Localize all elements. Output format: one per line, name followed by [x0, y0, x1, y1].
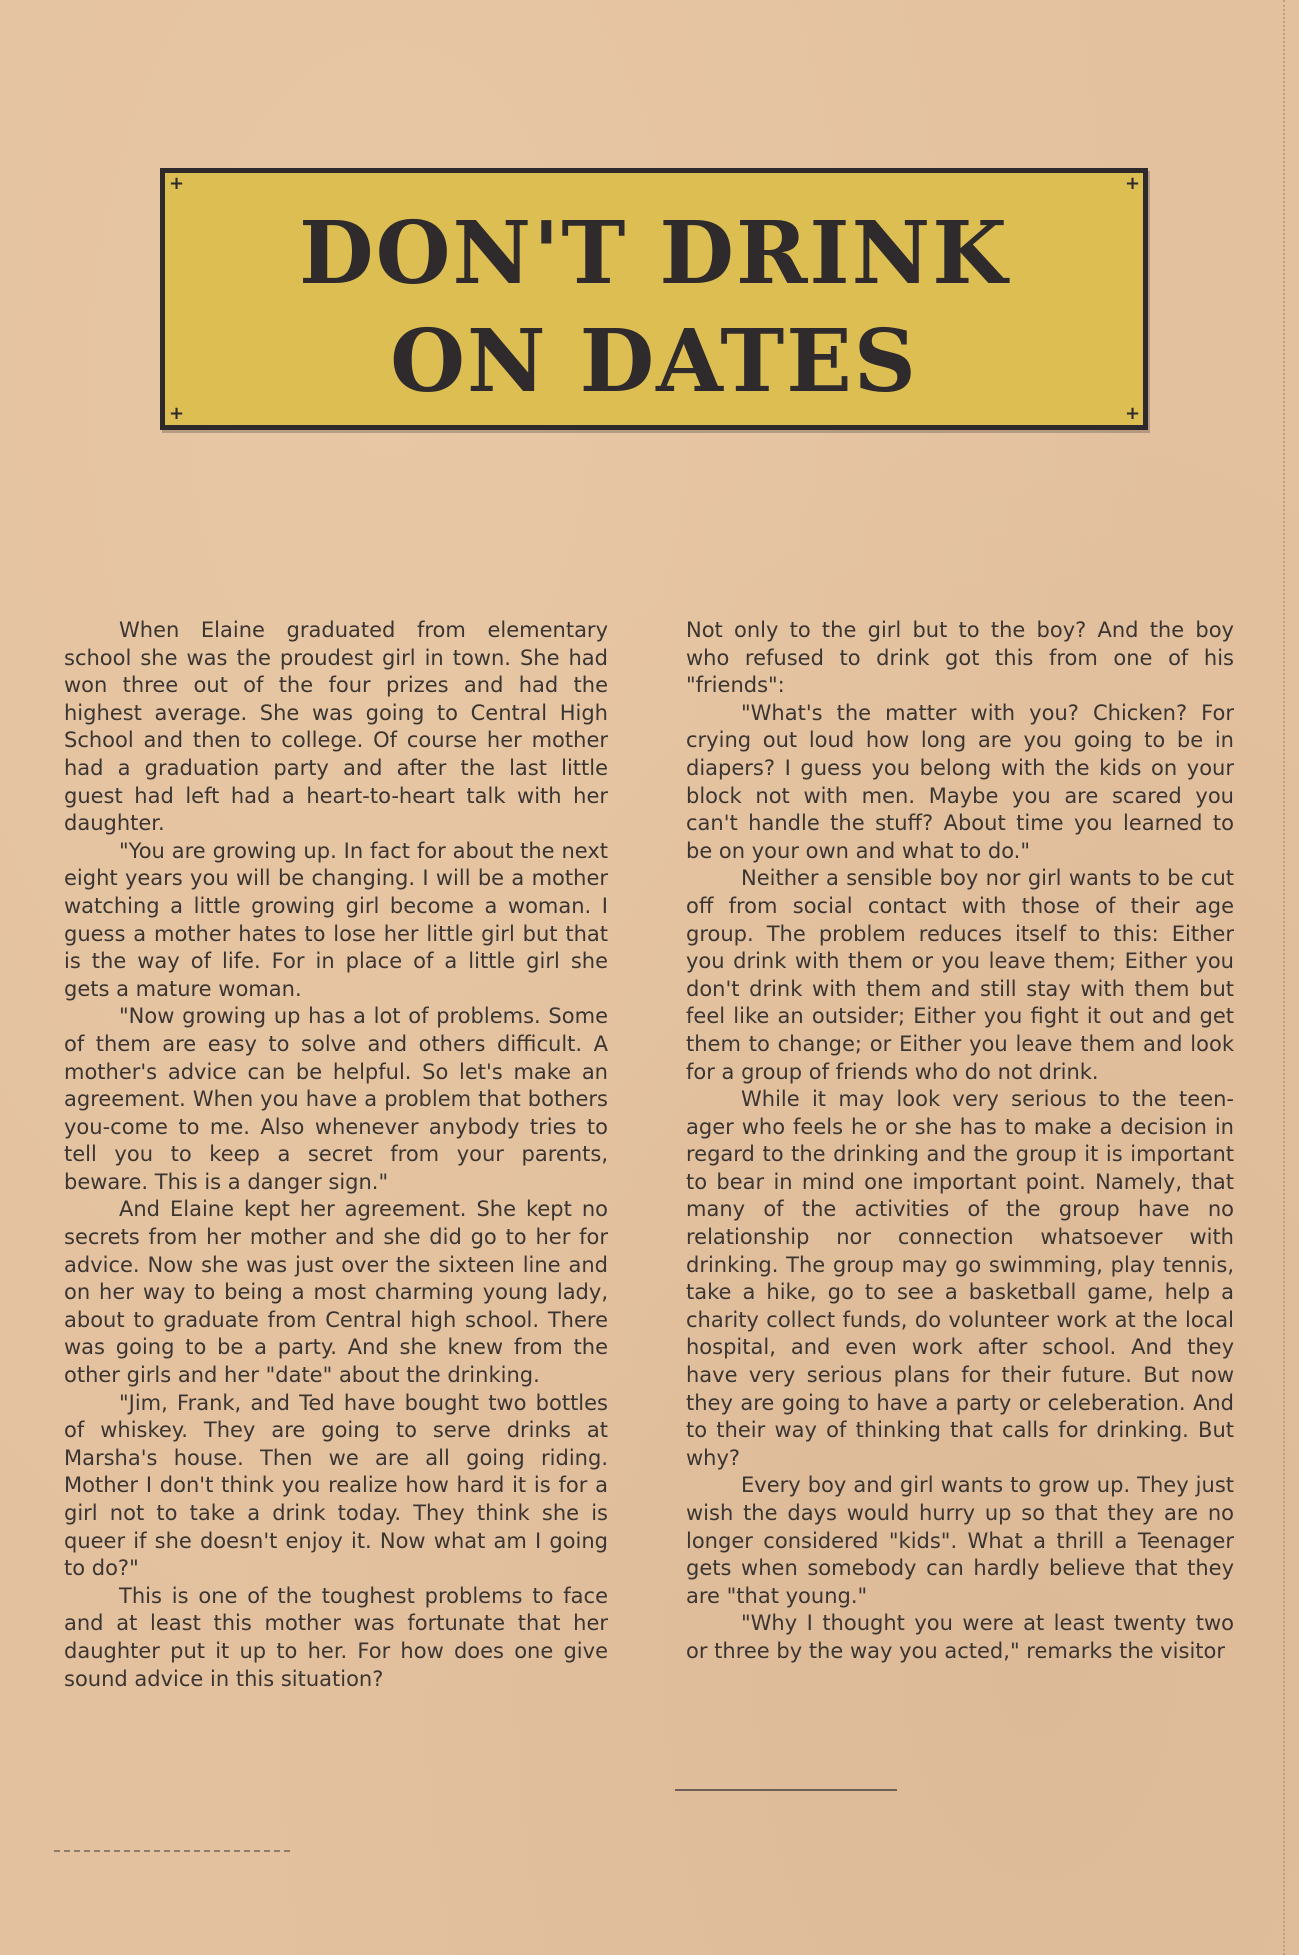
- article-left-column: [64, 617, 608, 1693]
- title-line-1: DON'T DRINK: [299, 203, 1009, 304]
- paragraph: And Elaine kept her agreement. She kept no secrets from her mother and she did go to her for advice. Now she was just over the sixteen line and on her way to being a most charming young lady, about to graduate from Central high school. There was going to be a party. And she knew from the other girls and her "date" about the drinking.: [64, 1197, 608, 1388]
- article-right-column: [686, 617, 1234, 1666]
- paragraph: This is one of the toughest problems to face and at least this mother was fortunate that her daughter put it up to her. For how does one give sound advice in this situation?: [64, 1583, 608, 1691]
- paragraph: "Jim, Frank, and Ted have bought two bottles of whiskey. They are going to serve drinks at Marsha's house. Then we are all going riding. Mother I don't think you realize how hard it is for a girl not to take a drink today. They think she is queer if she doesn't enjoy it. Now what am I going to do?": [64, 1390, 608, 1581]
- corner-plus-icon: +: [1125, 403, 1141, 424]
- corner-plus-icon: +: [169, 403, 185, 424]
- corner-plus-icon: +: [169, 173, 185, 194]
- title-box: [160, 168, 1148, 430]
- page-edge: [1283, 0, 1299, 1955]
- corner-plus-icon: +: [1125, 173, 1141, 194]
- paragraph: Not only to the girl but to the boy? And the boy who refused to drink got this from one of his "friends":: [686, 618, 1234, 698]
- paragraph: "Now growing up has a lot of problems. Some of them are easy to solve and others difficult. A mother's advice can be helpful. So let's make an agreement. When you have a problem that bothers you-come to me. Also whenever anybody tries to tell you to keep a secret from your parents, beware. This is a danger sign.": [64, 1004, 608, 1194]
- paragraph: Every boy and girl wants to grow up. They just wish the days would hurry up so that they are no longer considered "kids". What a thrill a Teenager gets when somebody can hardly believe that they are "that young.": [686, 1473, 1234, 1608]
- paragraph: "Why I thought you were at least twenty two or three by the way you acted," remarks the visitor: [686, 1611, 1234, 1663]
- paragraph: When Elaine graduated from elementary school she was the proudest girl in town. She had won three out of the four prizes and had the highest average. She was going to Central High School and then to college. Of course her mother had a graduation party and after the last little guest had left had a heart-to-heart talk with her daughter.: [64, 618, 608, 836]
- title-line-2: ON DATES: [390, 311, 918, 412]
- paragraph: While it may look very serious to the teen-ager who feels he or she has to make a decision in regard to the drinking and the group it is important to bear in mind one important point. Namely, that many of the activities of the group have no relationship nor connection whatsoever with drinking. The group may go swimming, play tennis, take a hike, go to see a basketball game, help a charity collect funds, do volunteer work at the local hospital, and even work after school. And they have very serious plans for their future. But now they are going to have a party or celeberation. And to their way of thinking that calls for drinking. But why?: [686, 1087, 1234, 1470]
- paragraph: "You are growing up. In fact for about the next eight years you will be changing. I will be a mother watching a little growing girl become a woman. I guess a mother hates to lose her little girl but that is the way of life. For in place of a little girl she gets a mature woman.: [64, 838, 608, 1001]
- footer-rule: [54, 1850, 290, 1852]
- paragraph: Neither a sensible boy nor girl wants to be cut off from social contact with those of their age group. The problem reduces itself to this: Either you drink with them or you leave them; Either you don't drink with them and still stay with them but feel like an outsider; Either you fight it out and get them to change; or Either you leave them and look for a group of friends who do not drink.: [686, 866, 1234, 1084]
- column-end-rule: [675, 1789, 897, 1791]
- paragraph: "What's the matter with you? Chicken? For crying out loud how long are you going to be in diapers? I guess you belong with the kids on your block not with men. Maybe you are scared you can't handle the stuff? About time you learned to be on your own and what to do.": [686, 700, 1234, 863]
